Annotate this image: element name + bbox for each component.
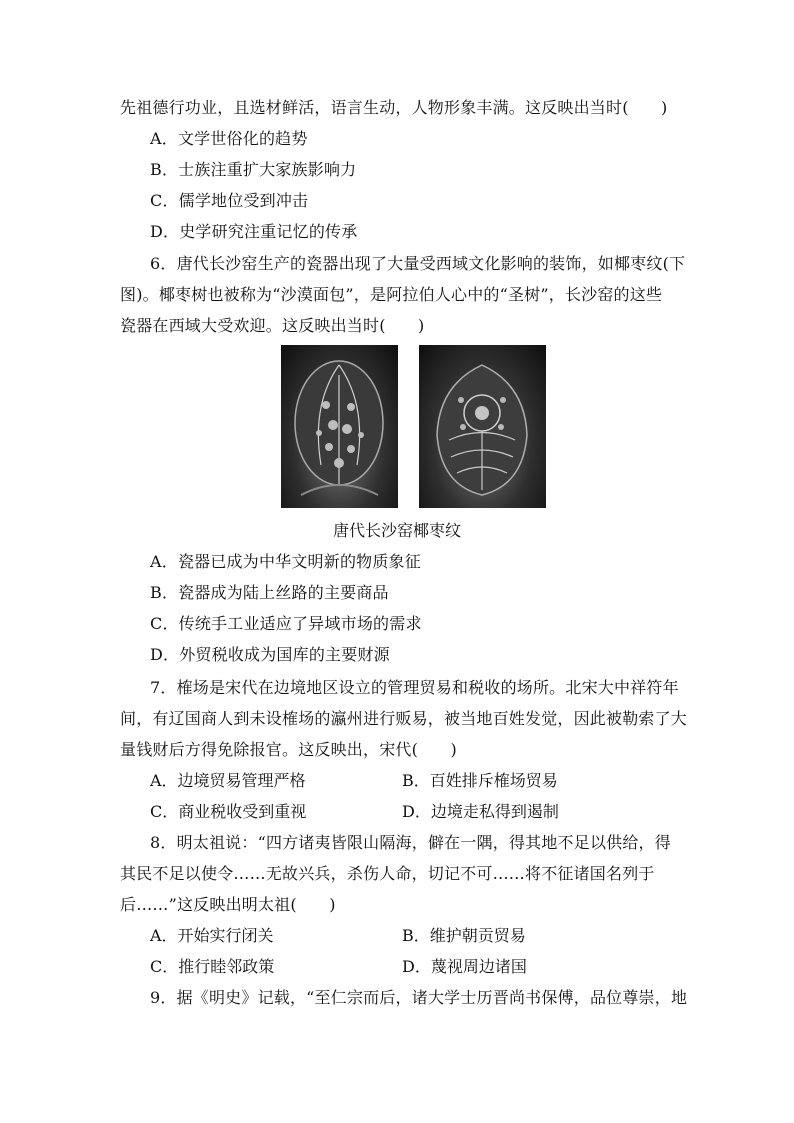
- date-palm-pattern-figure: [281, 345, 545, 511]
- q8-stem-line2: 其民不足以使令……无故兴兵，杀伤人命，切记不可……将不征诸国名列于: [120, 864, 655, 883]
- q6-option-c: C．传统手工业适应了异域市场的需求: [150, 614, 422, 633]
- q8-stem-line1: 8．明太祖说：“四方诸夷皆限山隔海，僻在一隅，得其地不足以供给，得: [150, 833, 671, 852]
- q6-option-d: D．外贸税收成为国库的主要财源: [150, 645, 390, 664]
- q5-option-c: C．儒学地位受到冲击: [150, 191, 309, 210]
- q8-option-d: D．蔑视周边诸国: [402, 957, 527, 976]
- q5-stem-tail: 先祖德行功业，且选材鲜活，语言生动，人物形象丰满。这反映出当时( ): [120, 98, 668, 117]
- q7-stem-line1: 7．榷场是宋代在边境地区设立的管理贸易和税收的场所。北宋大中祥符年: [150, 678, 679, 697]
- q6-option-a: A．瓷器已成为中华文明新的物质象征: [150, 552, 421, 571]
- palm-leaf-motif-left: [281, 345, 398, 508]
- q9-stem-line1: 9．据《明史》记载，“至仁宗而后，诸大学士历晋尚书保傅，品位尊崇，地: [150, 988, 688, 1007]
- q8-option-a: A．开始实行闭关: [150, 926, 274, 945]
- porcelain-photo-right: [419, 345, 546, 508]
- q7-option-a: A．边境贸易管理严格: [150, 771, 306, 790]
- porcelain-photo-left: [281, 345, 398, 508]
- q6-stem-line1: 6．唐代长沙窑生产的瓷器出现了大量受西域文化影响的装饰，如椰枣纹(下: [150, 254, 686, 273]
- q7-stem-line2: 间，有辽国商人到未设榷场的瀛州进行贩易，被当地百姓发觉，因此被勒索了大: [120, 709, 688, 728]
- figure-caption: 唐代长沙窑椰枣纹: [332, 521, 461, 540]
- q7-option-c: C．商业税收受到重视: [150, 802, 307, 821]
- q6-stem-line3: 瓷器在西域大受欢迎。这反映出当时( ): [120, 316, 425, 335]
- q5-option-a: A．文学世俗化的趋势: [150, 129, 308, 148]
- q8-option-b: B．维护朝贡贸易: [402, 926, 526, 945]
- q7-stem-line3: 量钱财后方得免除报官。这反映出，宋代( ): [120, 740, 457, 759]
- q7-option-d: D．边境走私得到遏制: [402, 802, 559, 821]
- q8-option-c: C．推行睦邻政策: [150, 957, 275, 976]
- palm-leaf-motif-right: [419, 345, 546, 508]
- q5-option-d: D．史学研究注重记忆的传承: [150, 222, 358, 241]
- q6-option-b: B．瓷器成为陆上丝路的主要商品: [150, 583, 389, 602]
- q5-option-b: B．士族注重扩大家族影响力: [150, 160, 357, 179]
- q8-stem-line3: 后……”这反映出明太祖( ): [120, 895, 336, 914]
- q6-stem-line2: 图)。椰枣树也被称为“沙漠面包”，是阿拉伯人心中的“圣树”，长沙窑的这些: [120, 285, 663, 304]
- q7-option-b: B．百姓排斥榷场贸易: [402, 771, 558, 790]
